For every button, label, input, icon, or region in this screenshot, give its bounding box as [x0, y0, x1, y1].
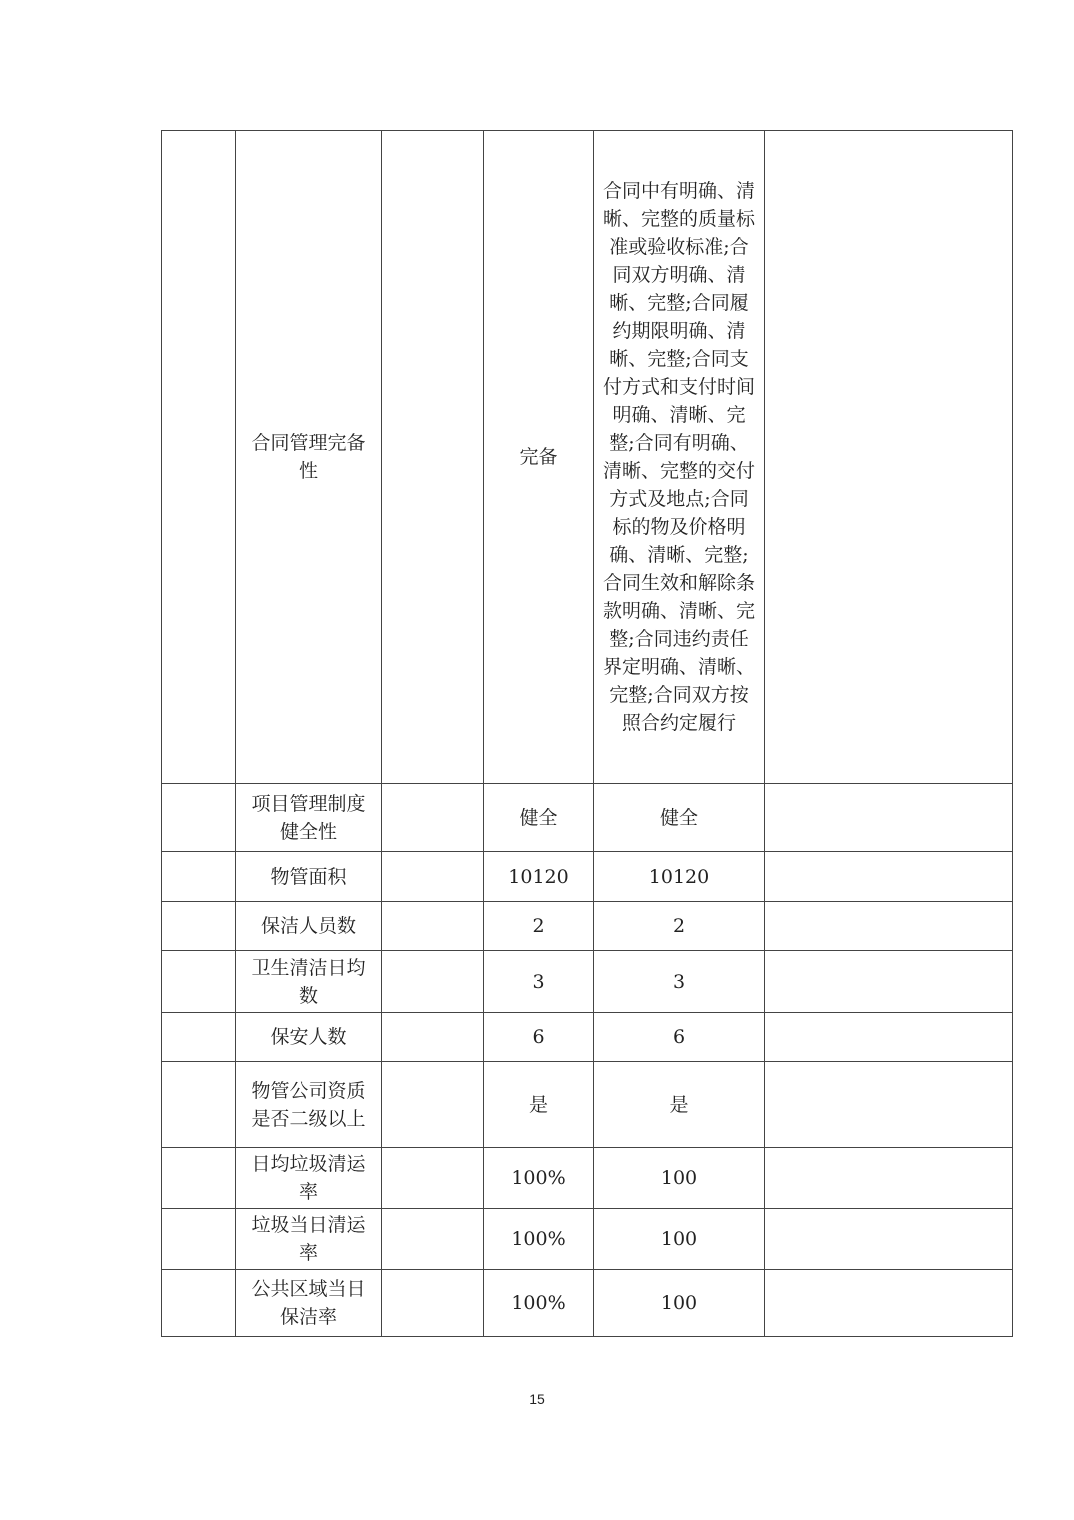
empty-cell — [765, 852, 1013, 902]
empty-cell — [765, 1062, 1013, 1148]
actual-cell: 健全 — [594, 784, 765, 852]
empty-cell — [162, 131, 236, 784]
target-cell: 是 — [484, 1062, 594, 1148]
indicator-cell: 保洁人员数 — [236, 902, 382, 951]
indicator-cell: 公共区域当日保洁率 — [236, 1270, 382, 1337]
table-row — [162, 1148, 1013, 1209]
indicator-table — [161, 130, 1013, 1337]
target-cell: 10120 — [484, 852, 594, 902]
table-row — [162, 1062, 1013, 1148]
target-cell: 100% — [484, 1209, 594, 1270]
actual-cell: 100 — [594, 1209, 765, 1270]
empty-cell — [162, 1148, 236, 1209]
actual-cell: 10120 — [594, 852, 765, 902]
actual-cell: 100 — [594, 1270, 765, 1337]
empty-cell — [382, 1209, 484, 1270]
table-row — [162, 1270, 1013, 1337]
empty-cell — [162, 902, 236, 951]
empty-cell — [382, 1270, 484, 1337]
empty-cell — [382, 784, 484, 852]
empty-cell — [765, 951, 1013, 1013]
indicator-cell: 项目管理制度健全性 — [236, 784, 382, 852]
empty-cell — [162, 784, 236, 852]
actual-cell: 是 — [594, 1062, 765, 1148]
target-cell: 健全 — [484, 784, 594, 852]
empty-cell — [162, 1013, 236, 1062]
indicator-cell: 卫生清洁日均数 — [236, 951, 382, 1013]
target-cell: 6 — [484, 1013, 594, 1062]
empty-cell — [765, 1013, 1013, 1062]
empty-cell — [382, 951, 484, 1013]
table-row — [162, 1209, 1013, 1270]
target-cell: 100% — [484, 1270, 594, 1337]
empty-cell — [765, 1270, 1013, 1337]
table-row — [162, 784, 1013, 852]
empty-cell — [162, 1270, 236, 1337]
target-cell: 2 — [484, 902, 594, 951]
table-row — [162, 902, 1013, 951]
indicator-cell: 合同管理完备性 — [236, 131, 382, 784]
actual-cell: 100 — [594, 1148, 765, 1209]
table-row — [162, 1013, 1013, 1062]
empty-cell — [382, 1062, 484, 1148]
actual-cell: 2 — [594, 902, 765, 951]
empty-cell — [162, 1209, 236, 1270]
empty-cell — [382, 131, 484, 784]
empty-cell — [382, 852, 484, 902]
indicator-cell: 垃圾当日清运率 — [236, 1209, 382, 1270]
empty-cell — [382, 902, 484, 951]
empty-cell — [765, 902, 1013, 951]
empty-cell — [162, 1062, 236, 1148]
indicator-cell: 日均垃圾清运率 — [236, 1148, 382, 1209]
empty-cell — [382, 1013, 484, 1062]
target-cell: 100% — [484, 1148, 594, 1209]
target-cell: 完备 — [484, 131, 594, 784]
table-row — [162, 852, 1013, 902]
actual-cell: 6 — [594, 1013, 765, 1062]
empty-cell — [765, 1148, 1013, 1209]
table-row — [162, 131, 1013, 784]
table-row — [162, 951, 1013, 1013]
actual-cell: 合同中有明确、清晰、完整的质量标准或验收标准;合同双方明确、清晰、完整;合同履约期限明确、清晰、完整;合同支付方式和支付时间明确、清晰、完整;合同有明确、清晰、完整的交付方式及地点;合同标的物及价格明确、清晰、完整;合同生效和解除条款明确、清晰、完整;合同违约责任界定明确、清晰、完整;合同双方按照合约定履行 — [594, 131, 765, 784]
empty-cell — [162, 951, 236, 1013]
indicator-cell: 物管公司资质是否二级以上 — [236, 1062, 382, 1148]
actual-cell: 3 — [594, 951, 765, 1013]
empty-cell — [765, 784, 1013, 852]
target-cell: 3 — [484, 951, 594, 1013]
empty-cell — [765, 131, 1013, 784]
page-number: 15 — [529, 1391, 545, 1407]
empty-cell — [765, 1209, 1013, 1270]
empty-cell — [382, 1148, 484, 1209]
indicator-cell: 物管面积 — [236, 852, 382, 902]
indicator-cell: 保安人数 — [236, 1013, 382, 1062]
empty-cell — [162, 852, 236, 902]
